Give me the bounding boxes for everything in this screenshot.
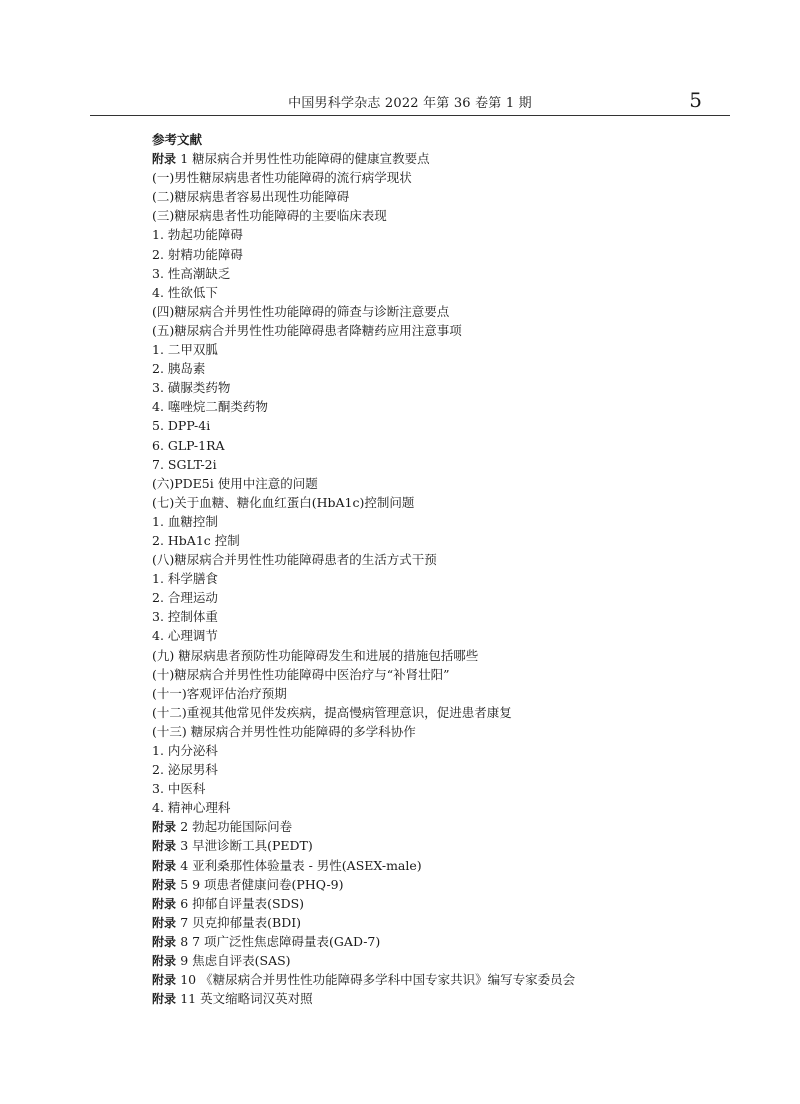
outline-item: 1. 勃起功能障碍 <box>152 227 243 243</box>
header-divider <box>90 115 730 116</box>
appendix-title: 7 项广泛性焦虑障碍量表(GAD-7) <box>192 933 381 949</box>
outline-item: 4. 性欲低下 <box>152 284 218 300</box>
appendix-number: 1 <box>180 151 189 167</box>
outline-item: (十一)客观评估治疗预期 <box>152 685 287 701</box>
appendix-title: 抑郁自评量表(SDS) <box>192 895 305 911</box>
appendix-label: 附录 <box>152 934 181 949</box>
outline-item: 1. 内分泌科 <box>152 743 218 758</box>
appendix-number: 2 <box>180 819 189 835</box>
outline-item: 2. 胰岛素 <box>152 361 206 377</box>
appendix-number: 10 <box>180 972 197 988</box>
running-header <box>90 88 730 114</box>
page-number: 5 <box>689 88 702 112</box>
appendix-number: 5 <box>180 876 189 892</box>
appendix-label: 附录 <box>152 992 181 1007</box>
outline-item: 4. 心理调节 <box>152 628 218 644</box>
appendix-number: 6 <box>180 895 189 911</box>
appendix-item <box>152 989 712 1008</box>
outline-item: 1. 科学膳食 <box>152 571 218 587</box>
appendix-item <box>152 149 712 168</box>
appendix-number: 3 <box>180 838 189 854</box>
appendix-item <box>152 932 712 951</box>
outline-item: (三)糖尿病患者性功能障碍的主要临床表现 <box>152 208 387 224</box>
appendix-label: 附录 <box>152 896 181 911</box>
appendix-label: 附录 <box>152 820 181 835</box>
appendix-title: 9 项患者健康问卷(PHQ-9) <box>192 876 344 892</box>
appendix-title: 早泄诊断工具(PEDT) <box>192 838 313 854</box>
appendix-item <box>152 951 712 970</box>
appendix-label: 附录 <box>152 152 181 167</box>
outline-item: (七)关于血糖、糖化血红蛋白(HbA1c)控制问题 <box>152 494 415 510</box>
appendix-title: 勃起功能国际问卷 <box>192 819 293 835</box>
appendix-number: 9 <box>180 953 189 969</box>
outline-item: (十)糖尿病合并男性性功能障碍中医治疗与“补肾壮阳” <box>152 666 450 682</box>
appendix-list <box>152 149 712 1008</box>
appendix-number: 7 <box>180 914 189 930</box>
appendix-item <box>152 970 712 989</box>
outline-item: 2. HbA1c 控制 <box>152 532 240 548</box>
outline-item: 2. 泌尿男科 <box>152 762 218 778</box>
outline-item: (六)PDE5i 使用中注意的问题 <box>152 475 318 491</box>
appendix-title: 亚利桑那性体验量表 - 男性(ASEX-male) <box>192 857 422 873</box>
outline-item: 6. GLP-1RA <box>152 437 225 453</box>
outline-item: 1. 二甲双胍 <box>152 342 218 358</box>
appendix-title: 英文缩略词汉英对照 <box>200 991 313 1007</box>
appendix-title: 焦虑自评表(SAS) <box>192 953 291 969</box>
outline-item: 3. 控制体重 <box>152 609 218 625</box>
appendix-number: 11 <box>180 991 197 1007</box>
outline-item: 3. 性高潮缺乏 <box>152 265 231 281</box>
appendix-label: 附录 <box>152 858 181 873</box>
appendix-item <box>152 913 712 932</box>
outline-item: (二)糖尿病患者容易出现性功能障碍 <box>152 189 350 205</box>
references-list <box>152 130 712 1008</box>
appendix-item <box>152 836 712 855</box>
appendix-label: 附录 <box>152 839 181 854</box>
outline-item: (四)糖尿病合并男性性功能障碍的筛查与诊断注意要点 <box>152 303 450 319</box>
appendix-number: 4 <box>180 857 189 873</box>
outline-item: 3. 磺脲类药物 <box>152 380 231 396</box>
outline-item: 5. DPP-4i <box>152 418 211 434</box>
section-title: 参考文献 <box>152 132 203 147</box>
appendix-label: 附录 <box>152 973 181 988</box>
outline-item: 2. 射精功能障碍 <box>152 246 243 262</box>
outline-item: 4. 精神心理科 <box>152 800 231 816</box>
outline-item: 1. 血糖控制 <box>152 513 218 529</box>
appendix-title: 糖尿病合并男性性功能障碍的健康宣教要点 <box>192 151 430 167</box>
appendix-title: 贝克抑郁量表(BDI) <box>192 914 302 930</box>
outline-item: (一)男性糖尿病患者性功能障碍的流行病学现状 <box>152 170 412 186</box>
outline-item: (十二)重视其他常见伴发疾病，提高慢病管理意识，促进患者康复 <box>152 704 512 720</box>
outline-item: 2. 合理运动 <box>152 590 218 606</box>
appendix-label: 附录 <box>152 877 181 892</box>
appendix-label: 附录 <box>152 954 181 969</box>
appendix-number: 8 <box>180 933 189 949</box>
outline-item: 3. 中医科 <box>152 781 206 797</box>
outline-item: (九) 糖尿病患者预防性功能障碍发生和进展的措施包括哪些 <box>152 647 479 663</box>
outline-item: 4. 噻唑烷二酮类药物 <box>152 399 268 415</box>
appendix-item <box>152 817 712 836</box>
journal-title: 中国男科学杂志 2022 年第 36 卷第 1 期 <box>288 96 532 111</box>
appendix-item <box>152 856 712 875</box>
appendix-label: 附录 <box>152 915 181 930</box>
appendix-item <box>152 894 712 913</box>
outline-item: (五)糖尿病合并男性性功能障碍患者降糖药应用注意事项 <box>152 322 462 338</box>
outline-item: (八)糖尿病合并男性性功能障碍患者的生活方式干预 <box>152 552 437 568</box>
outline-item: (十三) 糖尿病合并男性性功能障碍的多学科协作 <box>152 723 416 739</box>
appendix-title: 《糖尿病合并男性性功能障碍多学科中国专家共识》编写专家委员会 <box>200 972 576 988</box>
outline-item: 7. SGLT-2i <box>152 456 217 472</box>
appendix-item <box>152 875 712 894</box>
